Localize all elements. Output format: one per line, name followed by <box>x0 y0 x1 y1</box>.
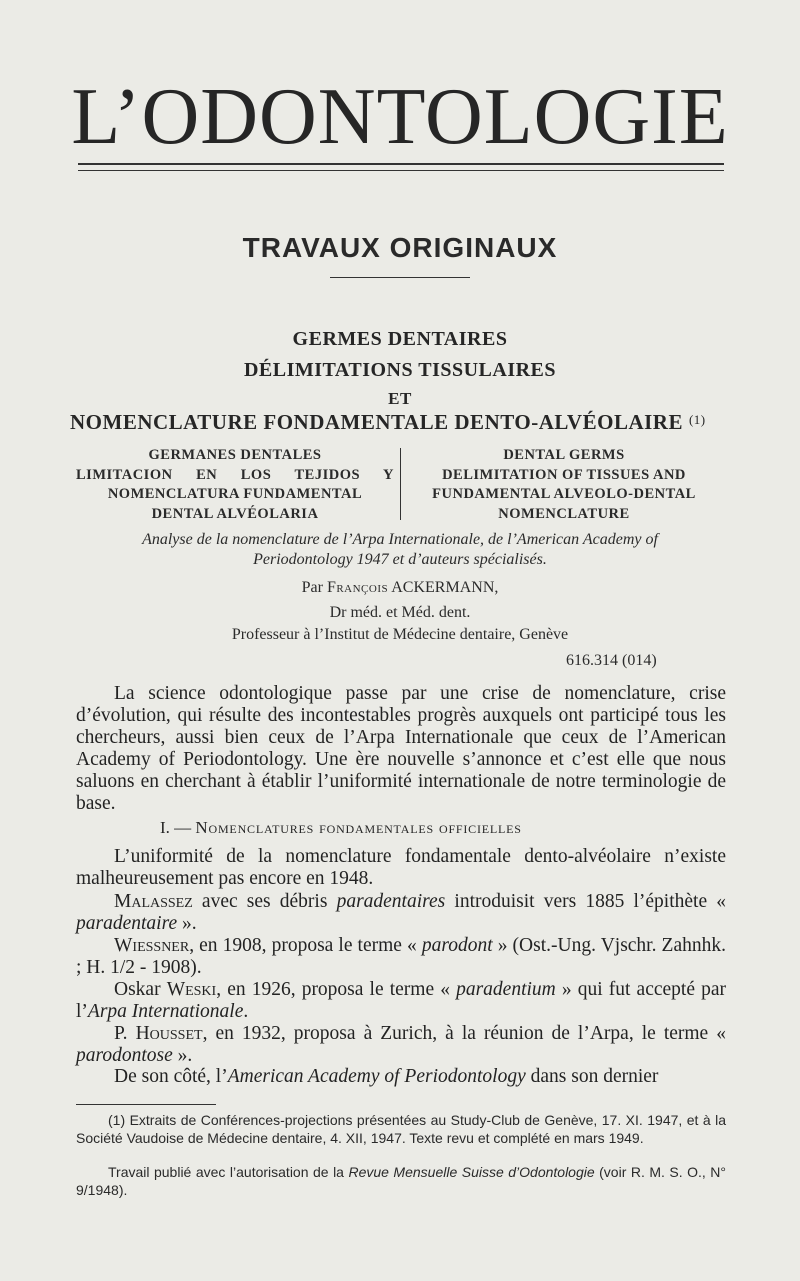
section-title: TRAVAUX ORIGINAUX <box>242 232 558 263</box>
journal-title: L’ODONTOLOGIE <box>71 73 729 161</box>
italic-term: American Academy of Periodontology <box>227 1066 526 1087</box>
spanish-title-line: GERMANES DENTALES <box>148 447 322 463</box>
classification-code: 616.314 (014) <box>566 652 657 669</box>
author-prefix: Par <box>301 579 323 596</box>
spanish-title <box>76 446 394 524</box>
analyse-line-1: Analyse de la nomenclature de l’Arpa Internationale, de l’American Academy of <box>142 531 658 548</box>
paragraph <box>76 1023 726 1067</box>
text-run: De son côté, l’ <box>114 1066 228 1087</box>
english-title-line: NOMENCLATURE <box>498 505 630 522</box>
text-run: . <box>243 1001 249 1022</box>
article-title-line-3: ET <box>388 389 412 408</box>
text-run: ». <box>177 913 197 934</box>
author-line <box>0 579 800 597</box>
english-title-line: DENTAL GERMS <box>503 447 625 463</box>
spanish-title-line: LIMITACION EN LOS TEJIDOS Y <box>76 466 394 483</box>
text-run: Travail publié avec l’autorisation de la <box>108 1164 349 1180</box>
text-run: , en 1908, proposa le terme « <box>189 935 422 956</box>
footnote-1: (1) Extraits de Conférences-projections présentées au Study-Club de Genève, 17. XI. 1947, et à la Société Vaudoise de Médecine dentaire, 4. XII, 1947. Texte revu et complété en mars 1949. <box>76 1112 726 1146</box>
person-name: Weski <box>166 979 217 1000</box>
paragraph <box>76 935 726 979</box>
text-run: , en 1932, proposa à Zurich, à la réunion de l’Arpa, le terme « <box>202 1023 726 1044</box>
author-degree: Dr méd. et Méd. dent. <box>329 604 471 621</box>
italic-term: paradentium <box>456 979 556 1000</box>
title-rule <box>78 163 724 171</box>
text-run: Oskar <box>114 979 167 1000</box>
analyse-subtitle <box>80 530 720 570</box>
column-divider <box>400 448 401 520</box>
article-title-main: NOMENCLATURE FONDAMENTALE DENTO-ALVÉOLAIRE <box>70 410 683 434</box>
italic-term: Arpa Internationale <box>87 1001 244 1022</box>
person-name: Wiessner <box>114 935 190 956</box>
english-title-line: FUNDAMENTAL ALVEOLO-DENTAL <box>432 486 696 502</box>
italic-term: paradentaires <box>336 891 446 912</box>
english-title-line: DELIMITATION OF TISSUES AND <box>442 466 686 483</box>
section-heading <box>160 818 522 838</box>
analyse-line-2: Periodontology 1947 et d’auteurs spécialisés. <box>253 551 547 568</box>
text-run: » qui fut accepté par l’ <box>76 979 726 1022</box>
paragraph <box>76 891 726 935</box>
author-first-name: François <box>326 579 389 596</box>
article-title-line-1: GERMES DENTAIRES <box>292 328 508 350</box>
english-title <box>405 446 723 524</box>
text-run: ». <box>172 1045 193 1066</box>
section-heading-number: I. — <box>160 818 192 837</box>
text-run: P. <box>114 1023 136 1044</box>
paragraph <box>76 979 726 1023</box>
spanish-title-line: NOMENCLATURA FUNDAMENTAL <box>107 486 363 502</box>
footnote-2 <box>76 1164 726 1199</box>
intro-paragraph: La science odontologique passe par une crise de nomenclature, crise d’évolution, qui résulte des incontestables progrès auxquels ont participé tous les chercheurs, aussi bien ceux de l’Arpa Internationale que ceux de l’American Academy of Periodontology. Une ère nouvelle s’annonce et c’est elle que nous saluons en cherchant à établir l’uniformité internationale de notre terminologie de base. <box>76 683 726 814</box>
italic-term: parodont <box>421 935 493 956</box>
italic-term: parodontose <box>76 1045 173 1066</box>
person-name: Malassez <box>114 891 193 912</box>
italic-term: Revue Mensuelle Suisse d’Odontologie <box>348 1164 595 1180</box>
person-name: Housset <box>135 1023 203 1044</box>
text-run: avec ses débris <box>192 891 337 912</box>
paragraph <box>76 1066 726 1088</box>
section-heading-text: Nomenclatures fondamentales officielles <box>195 818 522 837</box>
footnote-rule <box>76 1104 216 1105</box>
text-run: , en 1926, proposa le terme « <box>216 979 457 1000</box>
text-run: dans son dernier <box>525 1066 659 1087</box>
text-run: » (Ost.-Ung. Vjschr. Zahnhk. ; H. 1/2 - 1908). <box>76 935 726 978</box>
text-run: (voir R. M. S. O., N° 9/1948). <box>76 1164 726 1198</box>
article-title-line-2: DÉLIMITATIONS TISSULAIRES <box>243 359 557 381</box>
author-position: Professeur à l’Institut de Médecine dentaire, Genève <box>231 626 569 643</box>
spanish-title-line: DENTAL ALVÉOLARIA <box>151 505 319 522</box>
paragraph: L’uniformité de la nomenclature fondamentale dento-alvéolaire n’existe malheureusement pas encore en 1948. <box>76 846 726 889</box>
footnote-mark: (1) <box>688 412 706 427</box>
section-rule <box>330 277 470 278</box>
article-title-line-4 <box>70 410 780 435</box>
author-last-name: ACKERMANN, <box>391 579 499 596</box>
italic-term: paradentaire <box>76 913 178 934</box>
text-run: introduisit vers 1885 l’épithète « <box>445 891 726 912</box>
